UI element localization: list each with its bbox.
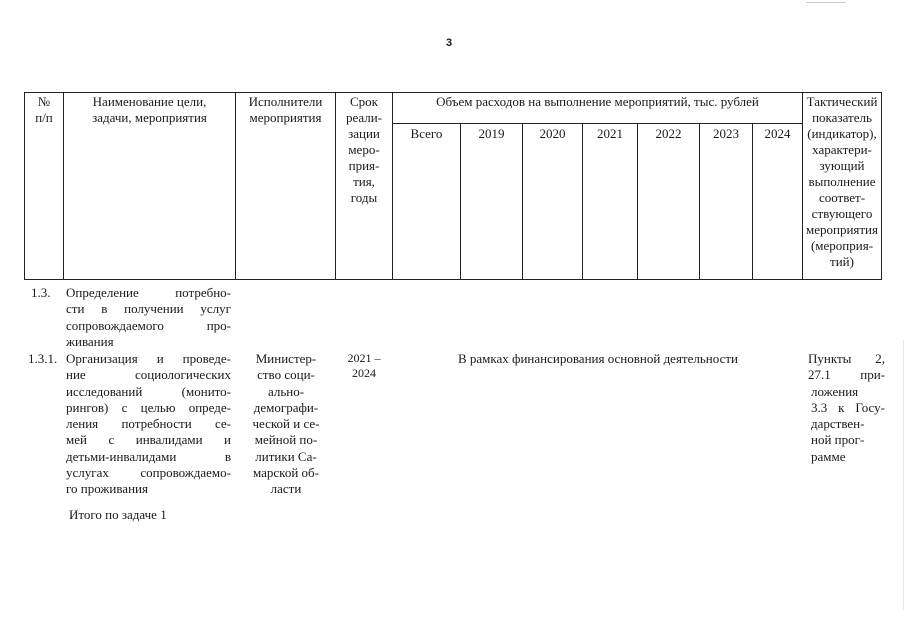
header-indicator-line: зующий [819,158,865,173]
header-indicator-line: (мероприя- [810,238,874,253]
row-1-3-1-executor-line: Министер- [255,351,317,366]
row-1-3-number: 1.3. [31,285,51,300]
header-term-line: зации [348,126,380,141]
header-indicator-line: мероприятия [805,222,878,237]
row-1-3-1-indicator-line: ложения [811,383,859,399]
row-1-3-name-line: сопровождаемого про- [66,317,231,333]
header-indicator-line: характери- [812,142,872,157]
row-1-3-1-name-line: услугах сопровождаемо- [66,465,231,481]
row-1-3-1-name-line: рингов) с целью опреде- [66,399,231,415]
header-indicator-line: показатель [812,110,872,125]
header-term-line: реали- [345,110,383,125]
row-1-3-1-executor-line: марской об- [253,465,319,481]
row-1-3-1-indicator-line: рамме [811,448,846,464]
row-1-3-1-indicator-line: ной прог- [811,432,865,448]
header-number-line: п/п [35,110,53,125]
header-cell-year [583,124,638,280]
header-executors-line: мероприятия [249,110,322,125]
header-cell-total [393,124,461,280]
header-cell-name [64,93,236,280]
header-executors-line: Исполнители [248,94,323,109]
header-year-label: 2022 [655,126,682,141]
row-1-3-name-line: Определение потребно- [66,285,231,300]
header-term-line: годы [350,190,378,205]
header-indicator-line: тий) [830,254,854,269]
header-cell-year [753,124,803,280]
header-cell-year [700,124,753,280]
header-cell-number [25,93,64,280]
row-1-3-1-term-line: 2021 – [347,351,381,365]
header-year-label: 2019 [478,126,505,141]
row-1-3-1-name-line: детьми-инвалидами в [66,448,231,464]
row-1-3-1-number: 1.3.1. [28,351,58,366]
row-1-3-1-executor-line: ство соци- [257,367,315,383]
row-1-3-1-name-line: исследований (монито- [66,383,231,399]
header-term-line: меро- [348,142,380,157]
row-1-3-name-line: живания [66,333,114,349]
row-1-3-1-financing: В рамках финансирования основной деятельности [457,351,738,366]
row-1-3-1-name-line: мей с инвалидами и [66,432,231,448]
header-cell-year [461,124,523,280]
row-1-3-1-indicator [808,351,885,465]
header-year-label: 2020 [539,126,566,141]
header-year-label: 2024 [764,126,791,141]
header-term-line: Срок [350,94,378,109]
row-1-3-1-executor [239,351,333,498]
header-cell-term [336,93,393,280]
row-1-3-1-executor-line: мейной по- [254,432,318,448]
row-1-3-1-name-line: Организация и проведе- [66,351,231,366]
header-name-line: задачи, мероприятия [92,110,207,125]
header-term-line: тия, [353,174,375,189]
top-edge-rule [806,2,846,3]
header-volume-text: Объем расходов на выполнение мероприятий, тыс. рублей [436,94,759,109]
row-1-3-1-indicator-line: 3.3 к Госу- [811,399,885,415]
row-1-3-1-executor-line: демографи- [253,399,319,415]
row-1-3-1-indicator-line: дарствен- [811,416,865,432]
row-1-3-1-name-line: го проживания [66,481,148,497]
header-indicator-line: выполнение [808,174,876,189]
header-number-line: № [37,94,51,109]
header-cell-indicator [803,93,882,280]
header-year-label: 2021 [597,126,623,141]
right-edge-shadow [903,340,904,610]
header-name-line: Наименование цели, [92,94,207,109]
header-cell-executors [236,93,336,280]
header-indicator-line: ствующего [811,206,873,221]
row-1-3-1-name-line: ления потребности се- [66,416,231,432]
total-task-1: Итого по задаче 1 [69,507,167,522]
row-1-3-1-term [336,351,392,381]
header-indicator-line: (индикатор), [807,126,877,141]
header-table [24,92,882,280]
row-1-3-1-executor-line: ласти [270,481,302,497]
row-1-3-1-name [66,351,231,498]
page-number: 3 [446,37,453,49]
row-1-3-1-term-line: 2024 [352,366,376,380]
row-1-3-name [66,285,231,350]
row-1-3-name-line: сти в получении услуг [66,301,231,317]
header-cell-year [638,124,700,280]
header-total-label: Всего [410,126,443,141]
header-term-line: прия- [348,158,380,173]
row-1-3-1-name-line: ние социологических [66,367,231,383]
row-1-3-1-executor-line: ально- [267,383,305,399]
header-indicator-line: Тактический [806,94,878,109]
row-1-3-1-indicator-line: Пункты 2, [808,351,885,366]
header-indicator-line: соответ- [818,190,866,205]
header-cell-year [523,124,583,280]
row-1-3-1-indicator-line: 27.1 при- [808,367,885,383]
row-1-3-1-executor-line: литики Са- [255,448,317,464]
row-1-3-1-executor-line: ческой и се- [252,416,320,432]
header-cell-volume [393,93,803,124]
header-year-label: 2023 [713,126,739,141]
